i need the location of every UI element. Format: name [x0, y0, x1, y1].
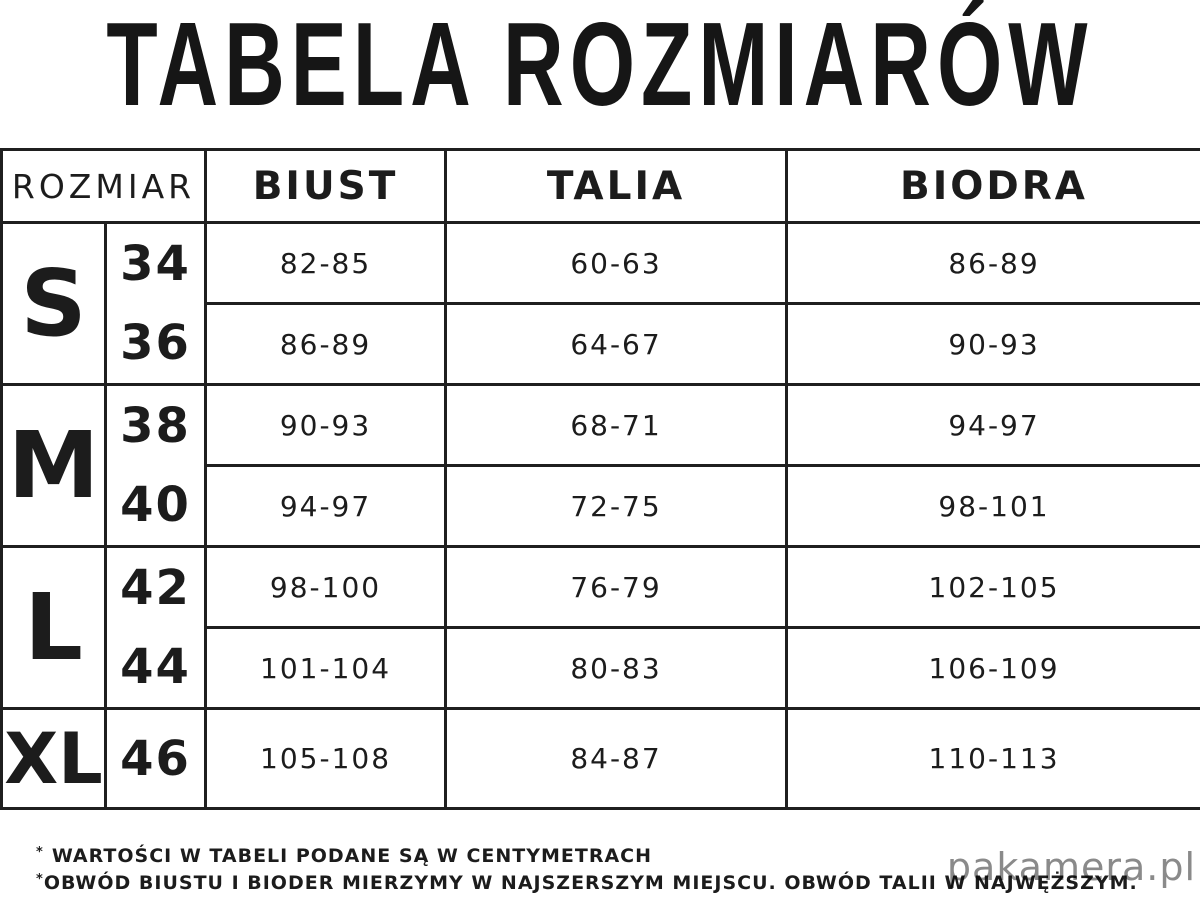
size-number-cell: 36: [106, 304, 206, 385]
hips-cell: 86-89: [787, 223, 1200, 304]
page-title: TABELA ROZMIARÓW: [106, 0, 1094, 131]
size-group-cell-l: L: [2, 547, 106, 709]
table-row-46: [2, 709, 1200, 809]
size-number-cell: 42: [106, 547, 206, 628]
size-number-cell: 40: [106, 466, 206, 547]
table-row-40: [2, 466, 1200, 547]
hips-cell: 102-105: [787, 547, 1200, 628]
table-row-44: [2, 628, 1200, 709]
waist-cell: 72-75: [446, 466, 787, 547]
footnote-units: * WARTOŚCI W TABELI PODANE SĄ W CENTYMETRACH: [36, 845, 653, 867]
waist-cell: 76-79: [446, 547, 787, 628]
bust-cell: 90-93: [206, 385, 446, 466]
bust-cell: 86-89: [206, 304, 446, 385]
waist-cell: 60-63: [446, 223, 787, 304]
bust-cell: 94-97: [206, 466, 446, 547]
table-row-42: [2, 547, 1200, 628]
hips-cell: 90-93: [787, 304, 1200, 385]
table-row-34: [2, 223, 1200, 304]
size-group-cell-s: S: [2, 223, 106, 385]
asterisk: *: [36, 872, 44, 887]
bust-cell: 82-85: [206, 223, 446, 304]
column-header-rozmiar: ROZMIAR: [2, 150, 206, 223]
hips-cell: 110-113: [787, 709, 1200, 809]
column-header-biust: BIUST: [206, 150, 446, 223]
waist-cell: 84-87: [446, 709, 787, 809]
bust-cell: 101-104: [206, 628, 446, 709]
hips-cell: 106-109: [787, 628, 1200, 709]
size-number-cell: 44: [106, 628, 206, 709]
waist-cell: 64-67: [446, 304, 787, 385]
waist-cell: 68-71: [446, 385, 787, 466]
bust-cell: 105-108: [206, 709, 446, 809]
size-group-cell-m: M: [2, 385, 106, 547]
column-header-talia: TALIA: [446, 150, 787, 223]
size-group-cell-xl: XL: [2, 709, 106, 809]
table-row-38: [2, 385, 1200, 466]
footnote-measurement: *OBWÓD BIUSTU I BIODER MIERZYMY W NAJSZERSZYM MIEJSCU. OBWÓD TALII W NAJWĘŻSZYM.: [36, 872, 1138, 894]
size-number-cell: 38: [106, 385, 206, 466]
size-table: [0, 148, 1200, 810]
watermark-pakamera: pakamera.pl: [946, 845, 1196, 889]
hips-cell: 94-97: [787, 385, 1200, 466]
bust-cell: 98-100: [206, 547, 446, 628]
header-row: [2, 150, 1200, 223]
size-number-cell: 46: [106, 709, 206, 809]
asterisk: *: [36, 845, 44, 860]
table-row-36: [2, 304, 1200, 385]
size-number-cell: 34: [106, 223, 206, 304]
column-header-biodra: BIODRA: [787, 150, 1200, 223]
waist-cell: 80-83: [446, 628, 787, 709]
hips-cell: 98-101: [787, 466, 1200, 547]
